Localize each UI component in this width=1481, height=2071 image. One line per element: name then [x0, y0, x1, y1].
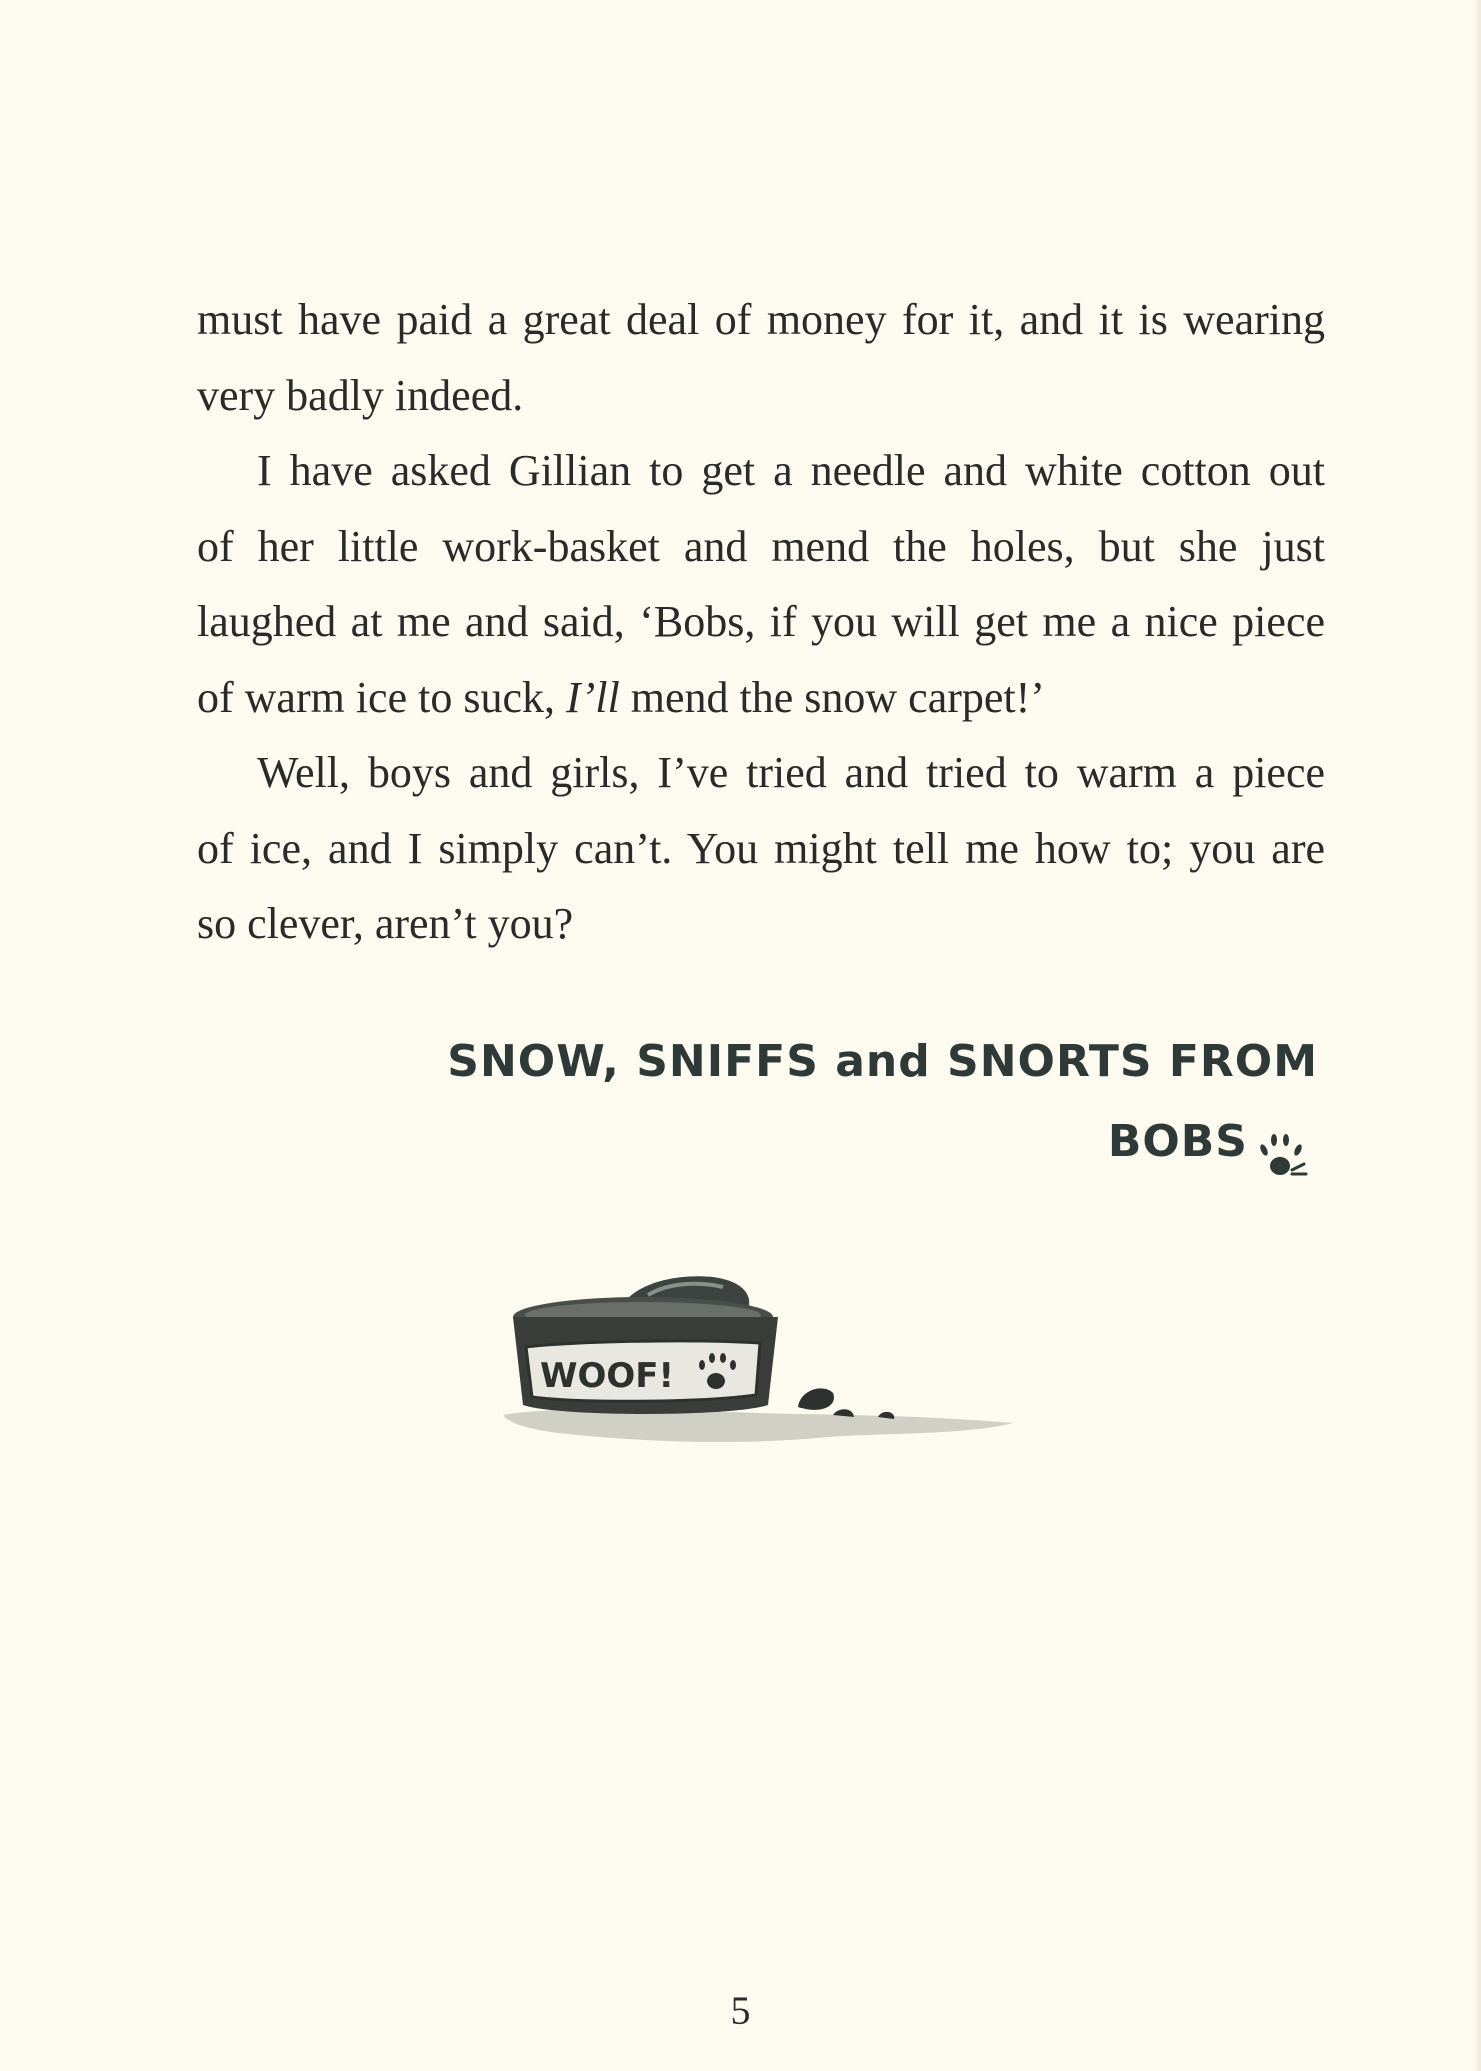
- text-fragment: of warm ice to suck,: [197, 672, 566, 722]
- dog-bowl-illustration: [498, 1265, 1018, 1475]
- paragraph-3: [197, 735, 1325, 962]
- text-line: so clever, aren’t you?: [197, 899, 574, 948]
- text-line-with-emphasis: [197, 660, 1325, 736]
- signoff-name: BOBS: [1107, 1116, 1248, 1167]
- text-line: I have asked Gillian to get a needle and white cotton out: [257, 446, 1325, 495]
- signoff-line-1: SNOW, SNIFFS and SNORTS FROM: [447, 1036, 1318, 1087]
- paragraph-1: [197, 282, 1325, 433]
- bowl-label: WOOF!: [540, 1356, 675, 1396]
- paw-print-icon: [1254, 1126, 1310, 1182]
- page-number: 5: [730, 1988, 751, 2033]
- body-text: [197, 282, 1325, 962]
- text-line: of ice, and I simply can’t. You might tell me how to; you are: [197, 823, 1325, 873]
- text-fragment: mend the snow carpet!’: [619, 672, 1045, 722]
- text-line: must have paid a great deal of money for it, and it is wearing: [197, 295, 1325, 344]
- text-line: of her little work-basket and mend the holes, but she just: [197, 521, 1325, 571]
- text-line: very badly indeed.: [197, 370, 524, 420]
- signoff-line-2: [447, 1112, 1318, 1172]
- text-line: Well, boys and girls, I’ve tried and tried to warm a piece: [257, 748, 1325, 797]
- emphasis-text: I’ll: [566, 672, 620, 722]
- signoff: [447, 1032, 1318, 1172]
- text-line: laughed at me and said, ‘Bobs, if you will get me a nice piece: [197, 597, 1325, 646]
- paragraph-2: [197, 433, 1325, 735]
